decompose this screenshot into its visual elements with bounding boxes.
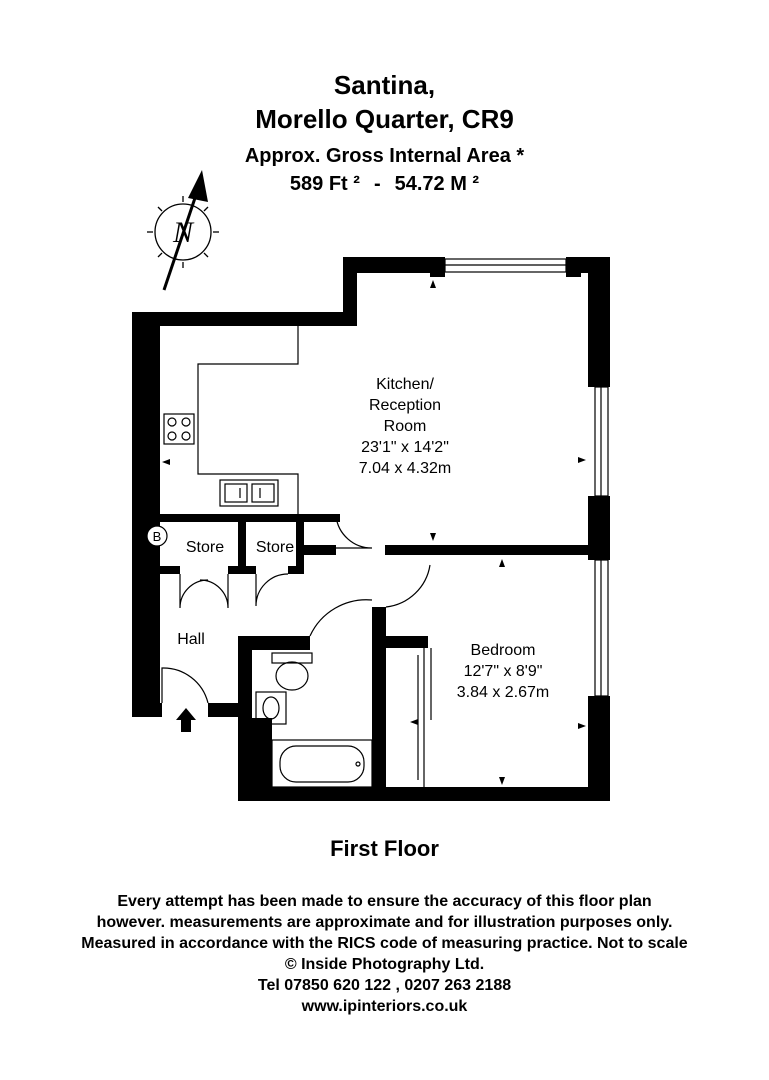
disclaimer-line-1: Every attempt has been made to ensure the accuracy of this floor plan <box>117 893 652 910</box>
area-caption: Approx. Gross Internal Area * <box>244 145 525 167</box>
kitchen-name-line3: Room <box>383 418 427 435</box>
door-bedroom <box>386 565 430 607</box>
kitchen-dim-metric: 7.04 x 4.32m <box>358 460 452 477</box>
walls <box>132 257 610 801</box>
kitchen-name-line2: Reception <box>368 397 442 414</box>
store-left-label: Store <box>185 539 225 556</box>
compass <box>147 170 219 290</box>
hob-icon <box>164 414 194 444</box>
door-store-left <box>180 574 208 608</box>
hall-label: Hall <box>177 631 205 648</box>
area-metres: 54.72 M ² <box>394 173 480 195</box>
door-store-right <box>256 574 288 606</box>
property-name: Santina, <box>333 70 436 100</box>
website-line: www.ipinteriors.co.uk <box>301 998 468 1015</box>
property-address: Morello Quarter, CR9 <box>255 104 514 134</box>
compass-label: N <box>172 216 194 249</box>
store-right-label: Store <box>255 539 295 556</box>
entrance-arrow-icon <box>176 708 196 732</box>
disclaimer-line-2: however. measurements are approximate and for illustration purposes only. <box>96 914 673 931</box>
bath-icon <box>272 740 372 787</box>
copyright-line: © Inside Photography Ltd. <box>284 956 485 973</box>
bathroom-fixtures <box>256 653 372 787</box>
toilet-icon <box>272 653 312 690</box>
door-kitchen <box>336 516 372 548</box>
area-feet: 589 Ft ² <box>289 173 360 195</box>
door-entrance <box>162 668 208 703</box>
kitchen-counter <box>164 326 298 514</box>
wardrobe <box>418 648 431 787</box>
floor-label: First Floor <box>330 836 439 861</box>
door-bathroom <box>310 600 372 636</box>
area-separator: - <box>373 173 381 195</box>
bedroom-dim-metric: 3.84 x 2.67m <box>456 684 550 701</box>
sink-icon <box>220 480 278 506</box>
bedroom-dim-imperial: 12'7" x 8'9" <box>463 663 543 680</box>
kitchen-label <box>359 376 452 477</box>
bedroom-label <box>457 642 550 701</box>
kitchen-name-line1: Kitchen/ <box>376 376 434 393</box>
kitchen-dim-imperial: 23'1" x 14'2" <box>361 439 449 456</box>
boiler-icon <box>147 526 167 546</box>
bedroom-name: Bedroom <box>470 642 536 659</box>
windows <box>445 259 608 696</box>
svg-text:B: B <box>152 529 162 544</box>
telephone-line: Tel 07850 620 122 , 0207 263 2188 <box>257 977 512 994</box>
disclaimer-line-3: Measured in accordance with the RICS code of measuring practice. Not to scale <box>81 935 688 952</box>
